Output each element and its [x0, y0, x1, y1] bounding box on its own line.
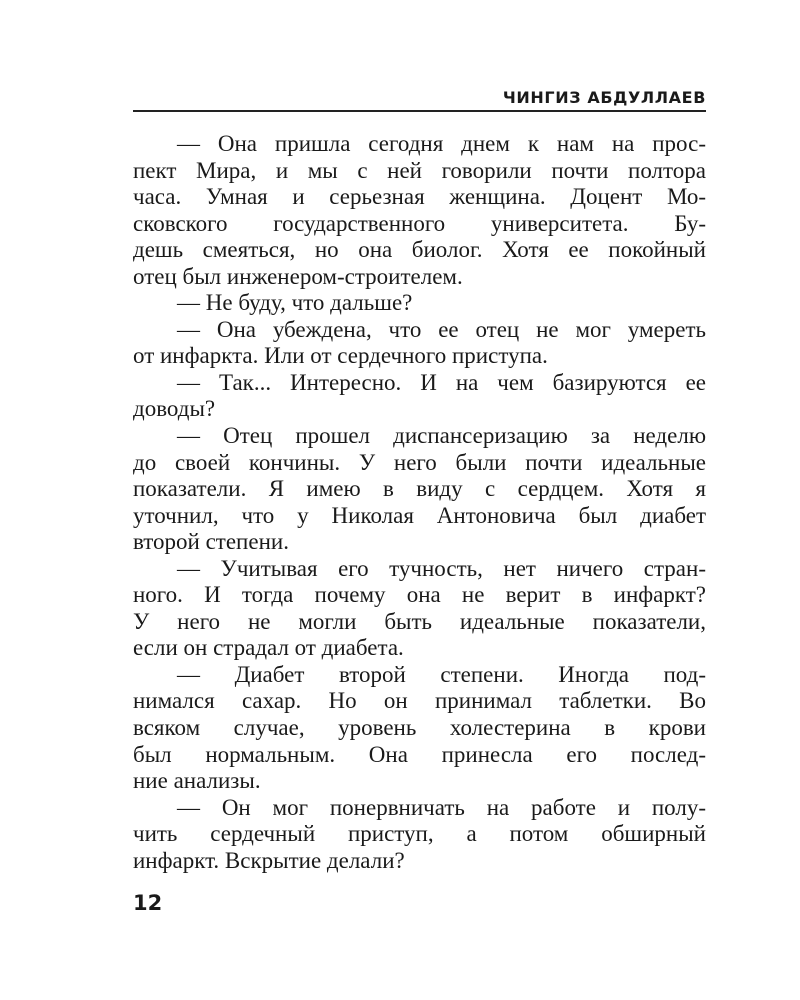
text-line: — Учитывая его тучность, нет ничего стран-: [177, 555, 706, 581]
text-line: уточнил, что у Николая Антоновича был диабет: [133, 502, 706, 528]
text-line: показатели. Я имею в виду с сердцем. Хотя я: [133, 476, 706, 502]
text-line: — Она убеждена, что ее отец не мог умереть: [177, 316, 706, 342]
text-line: до своей кончины. У него были почти идеальные: [133, 449, 706, 475]
text-line: дешь смеяться, но она биолог. Хотя ее покойный: [133, 237, 706, 263]
text-line: если он страдал от диабета.: [133, 635, 404, 661]
text-line: доводы?: [133, 396, 216, 422]
text-line: отец был инженером-строителем.: [133, 263, 463, 289]
text-line: — Отец прошел диспансеризацию за неделю: [177, 423, 706, 449]
page-number: 12: [133, 891, 163, 915]
text-line: пект Мира, и мы с ней говорили почти полтора: [133, 157, 706, 183]
text-line: — Не буду, что дальше?: [177, 290, 413, 316]
text-line: У него не могли быть идеальные показатели,: [133, 608, 706, 634]
text-line: от инфаркта. Или от сердечного приступа.: [133, 343, 548, 369]
text-line: инфаркт. Вскрытие делали?: [133, 847, 405, 873]
text-line: сковского государственного университета. Бу-: [133, 210, 706, 236]
text-line: нимался сахар. Но он принимал таблетки. Во: [133, 688, 706, 714]
header-rule: [133, 110, 706, 112]
text-line: — Он мог понервничать на работе и полу-: [177, 794, 706, 820]
running-header-author: ЧИНГИЗ АБДУЛЛАЕВ: [502, 88, 706, 107]
text-line: чить сердечный приступ, а потом обширный: [133, 821, 706, 847]
text-line: — Диабет второй степени. Иногда под-: [177, 661, 706, 687]
text-line: второй степени.: [133, 529, 289, 555]
text-line: — Она пришла сегодня днем к нам на прос-: [177, 131, 706, 156]
text-line: часа. Умная и серьезная женщина. Доцент Мо-: [133, 184, 706, 210]
text-line: ние анализы.: [133, 768, 261, 794]
text-line: всяком случае, уровень холестерина в крови: [133, 715, 706, 741]
text-line: — Так... Интересно. И на чем базируются ее: [177, 369, 706, 395]
text-line: был нормальным. Она принесла его послед-: [133, 741, 706, 767]
body-text: [133, 131, 706, 874]
text-line: ного. И тогда почему она не верит в инфаркт?: [133, 582, 706, 608]
